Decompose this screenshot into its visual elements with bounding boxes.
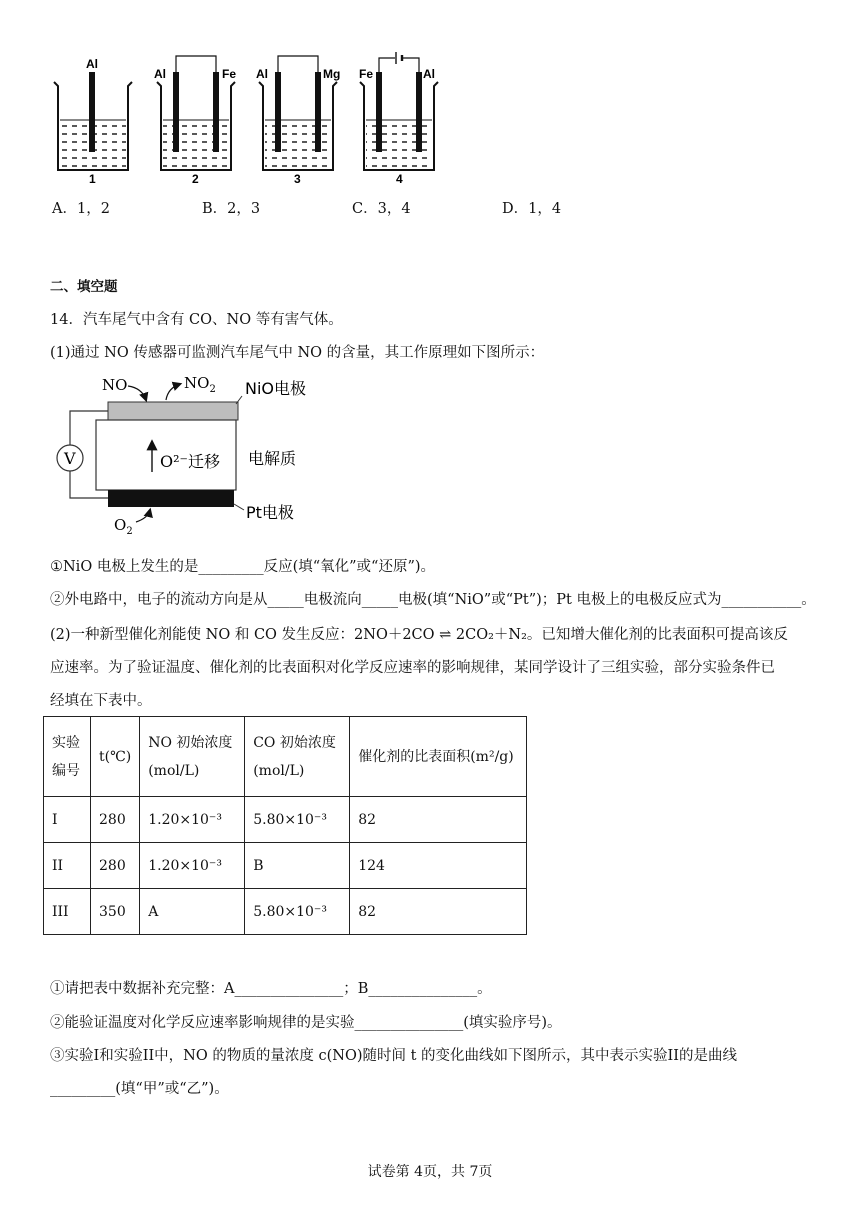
header-temperature: t(℃) [91, 717, 140, 797]
cell-surface-area: 124 [350, 843, 527, 889]
cell-co: 5.80×10⁻³ [245, 797, 350, 843]
answer-line-3b: _________(填“甲”或“乙”)。 [50, 1081, 229, 1097]
migration-label: O²⁻迁移 [160, 452, 220, 471]
page-footer: 试卷第 4页，共 7页 [367, 1164, 493, 1180]
electrode-al [89, 72, 95, 152]
electrode-fe [376, 72, 382, 152]
cell-surface-area: 82 [350, 797, 527, 843]
pt-electrode [108, 490, 234, 507]
sub-question-1: ①NiO 电极上发生的是_________反应(填“氧化”或“还原”)。 [50, 559, 436, 575]
electrolyte-label: 电解质 [248, 449, 297, 468]
voltmeter-label: V [64, 449, 76, 468]
table-row [44, 889, 527, 935]
cell-co: B [245, 843, 350, 889]
beaker-3 [256, 56, 340, 186]
beaker-4 [359, 52, 438, 186]
part-1-text: (1)通过 NO 传感器可监测汽车尾气中 NO 的含量，其工作原理如下图所示： [50, 345, 545, 361]
nio-electrode [108, 402, 238, 420]
section-title: 二、填空题 [50, 279, 118, 295]
cell-no: 1.20×10⁻³ [140, 843, 245, 889]
electrode-label: Fe [359, 67, 374, 81]
no2-label: $NO_2$ [184, 374, 216, 395]
electrode-label: Al [86, 57, 98, 71]
part-2-line-3: 经填在下表中。 [50, 693, 152, 709]
option-b: B．2，3 [202, 201, 261, 217]
table-header-row [44, 717, 527, 797]
electrode-fe [213, 72, 219, 152]
electrode-al [275, 72, 281, 152]
answer-line-2: ②能验证温度对化学反应速率影响规律的是实验_______________(填实验序号)。 [50, 1015, 562, 1031]
electrode-label: Al [256, 67, 268, 81]
sub-question-2: ②外电路中，电子的流动方向是从_____电极流向_____电极(填“NiO”或“Pt”)；Pt 电极上的电极反应式为___________。 [50, 592, 816, 608]
option-a: A．1，2 [52, 201, 110, 217]
cell-no: 1.20×10⁻³ [140, 797, 245, 843]
answer-line-3a: ③实验I和实验II中，NO 的物质的量浓度 c(NO)随时间 t 的变化曲线如下图所示，其中表示实验II的是曲线 [50, 1048, 737, 1064]
electrode-label: Al [154, 67, 166, 81]
cell-co: 5.80×10⁻³ [245, 889, 350, 935]
pt-label: Pt电极 [246, 503, 294, 522]
question-stem: 14．汽车尾气中含有 CO、NO 等有害气体。 [50, 312, 343, 328]
experiment-table [43, 716, 527, 935]
o2-label: $O_2$ [114, 516, 133, 537]
beaker-number: 2 [192, 172, 199, 186]
answer-line-1: ①请把表中数据补充完整：A_______________；B_______________。 [50, 981, 492, 997]
beaker-1 [54, 57, 132, 186]
part-2-line-1: (2)一种新型催化剂能使 NO 和 CO 发生反应：2NO＋2CO ⇌ 2CO₂＋N₂。已知增大催化剂的比表面积可提高该反 [50, 627, 788, 643]
beaker-figures [40, 50, 460, 190]
header-no-concentration: NO 初始浓度 (mol/L) [140, 717, 245, 797]
cell-no: A [140, 889, 245, 935]
table-row [44, 843, 527, 889]
cell-temperature: 280 [91, 797, 140, 843]
cell-surface-area: 82 [350, 889, 527, 935]
beaker-number: 3 [294, 172, 301, 186]
header-co-concentration: CO 初始浓度 (mol/L) [245, 717, 350, 797]
header-surface-area: 催化剂的比表面积(m²/g) [350, 717, 527, 797]
electrode-al [173, 72, 179, 152]
beaker-2 [154, 56, 236, 186]
electrode-mg [315, 72, 321, 152]
cell-id: III [44, 889, 91, 935]
no-label: NO [102, 376, 128, 394]
electrode-al [416, 72, 422, 152]
electrode-label: Mg [323, 67, 341, 81]
cell-id: II [44, 843, 91, 889]
beaker-number: 4 [396, 172, 403, 186]
option-c: C．3，4 [352, 201, 411, 217]
option-d: D．1，4 [502, 201, 562, 217]
header-id: 实验 编号 [44, 717, 91, 797]
cell-temperature: 280 [91, 843, 140, 889]
electrode-label: Fe [222, 67, 237, 81]
no-sensor-diagram [50, 372, 320, 537]
beaker-number: 1 [89, 172, 96, 186]
cell-temperature: 350 [91, 889, 140, 935]
cell-id: I [44, 797, 91, 843]
table-row [44, 797, 527, 843]
nio-label: NiO电极 [245, 379, 307, 398]
part-2-line-2: 应速率。为了验证温度、催化剂的比表面积对化学反应速率的影响规律，某同学设计了三组实验，部分实验条件已 [50, 660, 775, 676]
electrode-label: Al [423, 67, 435, 81]
